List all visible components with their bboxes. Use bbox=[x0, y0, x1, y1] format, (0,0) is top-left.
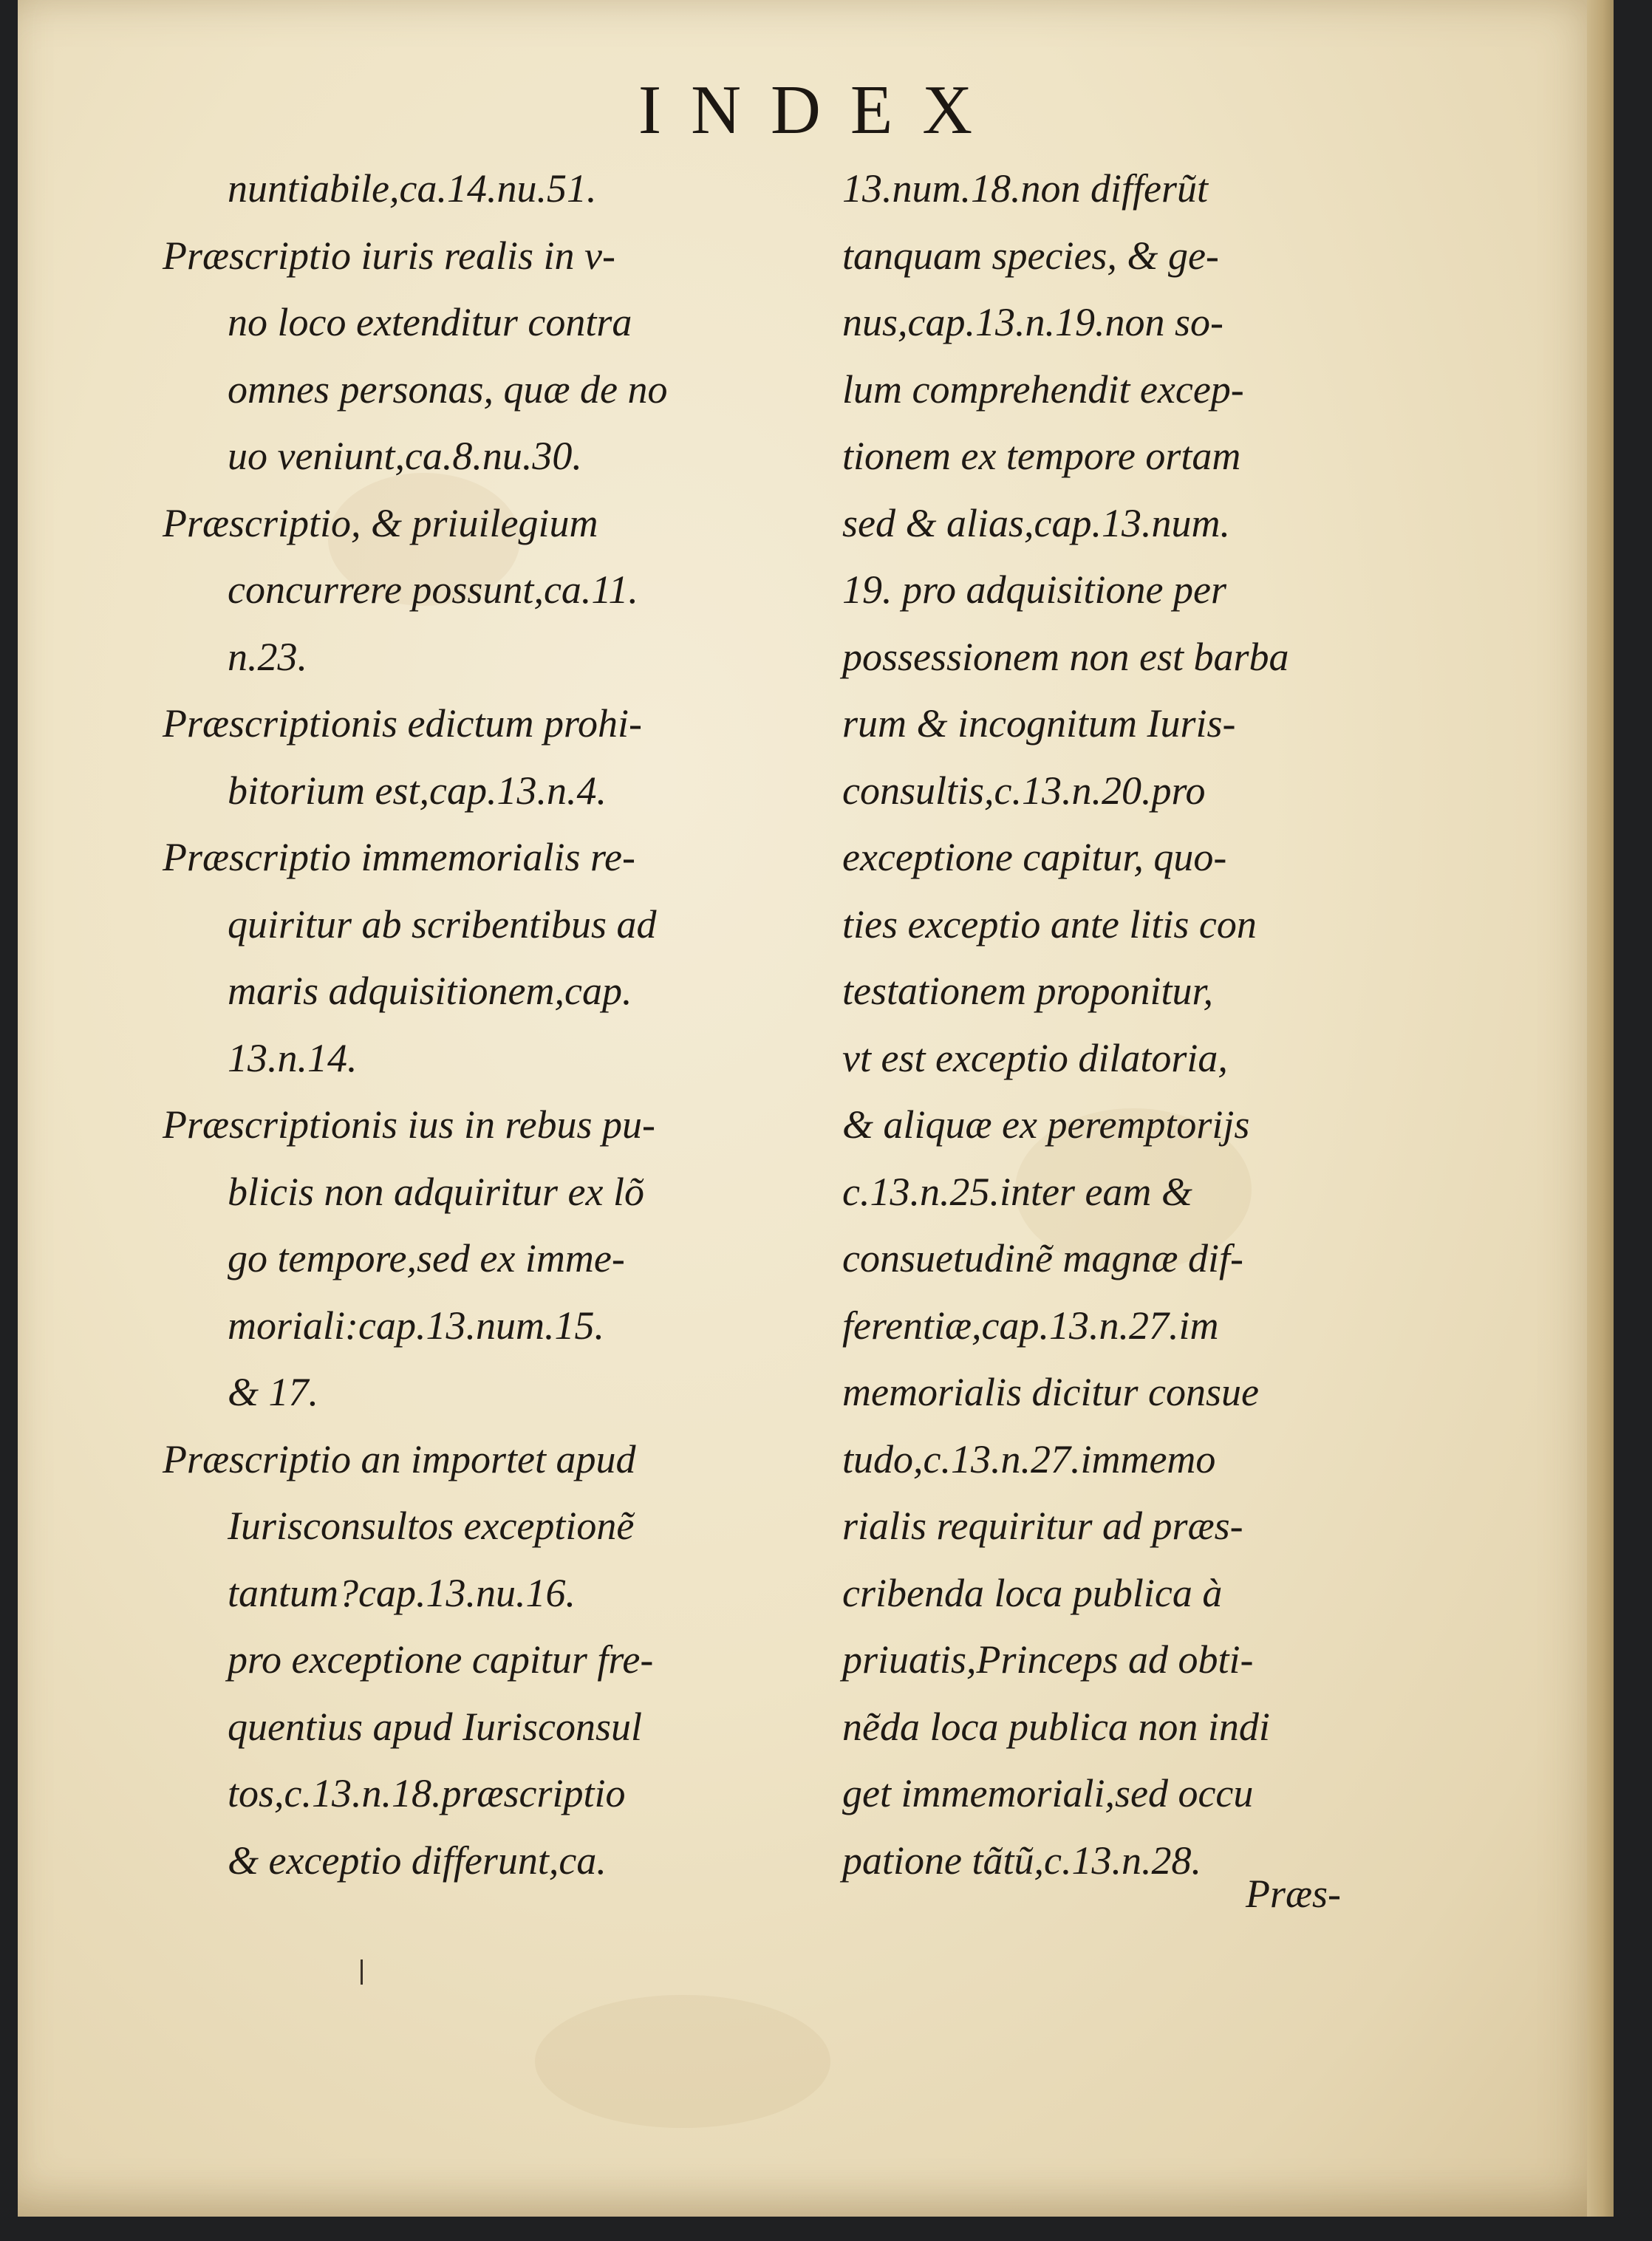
index-line: priuatis,Princeps ad obti- bbox=[842, 1637, 1254, 1682]
index-line: moriali:cap.13.num.15. bbox=[228, 1303, 604, 1348]
index-line: Præscriptio an importet apud bbox=[163, 1436, 636, 1481]
stray-ink-mark bbox=[361, 1959, 363, 1985]
index-line: 13.num.18.non differũt bbox=[842, 166, 1208, 211]
index-line: nuntiabile,ca.14.nu.51. bbox=[228, 166, 597, 211]
index-line: lum comprehendit excep- bbox=[842, 366, 1244, 412]
index-line: c.13.n.25.inter eam & bbox=[842, 1169, 1192, 1214]
paper-stain bbox=[535, 1995, 830, 2128]
index-line: omnes personas, quæ de no bbox=[228, 366, 668, 412]
index-line: cribenda loca publica à bbox=[842, 1570, 1223, 1615]
index-line: tantum?cap.13.nu.16. bbox=[228, 1570, 576, 1615]
index-line: & 17. bbox=[228, 1370, 319, 1414]
index-line: rialis requiritur ad præs- bbox=[842, 1504, 1243, 1548]
index-line: Præscriptionis edictum prohi- bbox=[163, 701, 642, 746]
index-line: exceptione capitur, quo- bbox=[842, 835, 1227, 879]
index-line: memorialis dicitur consue bbox=[842, 1370, 1259, 1414]
index-line: pro exceptione capitur fre- bbox=[228, 1637, 654, 1682]
index-line: get immemoriali,sed occu bbox=[842, 1771, 1254, 1815]
running-head: INDEX bbox=[638, 72, 1003, 149]
index-line: uo veniunt,ca.8.nu.30. bbox=[228, 434, 582, 478]
index-line: Iurisconsultos exceptionẽ bbox=[228, 1504, 635, 1548]
index-line: patione tãtũ,c.13.n.28. bbox=[842, 1838, 1201, 1883]
index-line: quentius apud Iurisconsul bbox=[228, 1704, 642, 1749]
index-line: 13.n.14. bbox=[228, 1035, 358, 1080]
catchword: Præs- bbox=[1246, 1872, 1342, 1916]
index-line: go tempore,sed ex imme- bbox=[228, 1236, 625, 1280]
index-line: tudo,c.13.n.27.immemo bbox=[842, 1436, 1216, 1481]
index-line: Præscriptionis ius in rebus pu- bbox=[163, 1102, 656, 1147]
index-line: rum & incognitum Iuris- bbox=[842, 701, 1236, 746]
index-line: ties exceptio ante litis con bbox=[842, 901, 1257, 946]
index-line: bitorium est,cap.13.n.4. bbox=[228, 768, 607, 813]
index-line: Præscriptio immemorialis re- bbox=[163, 835, 635, 879]
index-line: sed & alias,cap.13.num. bbox=[842, 500, 1230, 545]
index-line: testationem proponitur, bbox=[842, 969, 1214, 1013]
index-line: consultis,c.13.n.20.pro bbox=[842, 768, 1206, 813]
index-line: & aliquæ ex peremptorijs bbox=[842, 1102, 1250, 1147]
index-line: tionem ex tempore ortam bbox=[842, 434, 1241, 478]
index-line: maris adquisitionem,cap. bbox=[228, 969, 632, 1013]
index-line: possessionem non est barba bbox=[842, 634, 1289, 679]
index-line: quiritur ab scribentibus ad bbox=[228, 901, 657, 946]
index-line: 19. pro adquisitione per bbox=[842, 567, 1226, 612]
index-line: tanquam species, & ge- bbox=[842, 233, 1219, 278]
index-line: n.23. bbox=[228, 634, 307, 679]
left-index-column bbox=[163, 155, 761, 1894]
index-line: Præscriptio iuris realis in v- bbox=[163, 233, 616, 278]
index-line: ferentiæ,cap.13.n.27.im bbox=[842, 1303, 1219, 1348]
index-line: concurrere possunt,ca.11. bbox=[228, 567, 638, 612]
index-line: nẽda loca publica non indi bbox=[842, 1704, 1270, 1749]
page-edge bbox=[1587, 0, 1614, 2217]
index-line: Præscriptio, & priuilegium bbox=[163, 500, 598, 545]
index-line: blicis non adquiritur ex lõ bbox=[228, 1169, 644, 1214]
index-line: nus,cap.13.n.19.non so- bbox=[842, 300, 1223, 344]
index-line: vt est exceptio dilatoria, bbox=[842, 1035, 1228, 1080]
index-line: no loco extenditur contra bbox=[228, 300, 632, 344]
index-line: consuetudinẽ magnæ dif- bbox=[842, 1236, 1243, 1280]
right-index-column bbox=[842, 155, 1448, 1894]
index-line: & exceptio differunt,ca. bbox=[228, 1838, 607, 1883]
index-line: tos,c.13.n.18.præscriptio bbox=[228, 1771, 626, 1815]
